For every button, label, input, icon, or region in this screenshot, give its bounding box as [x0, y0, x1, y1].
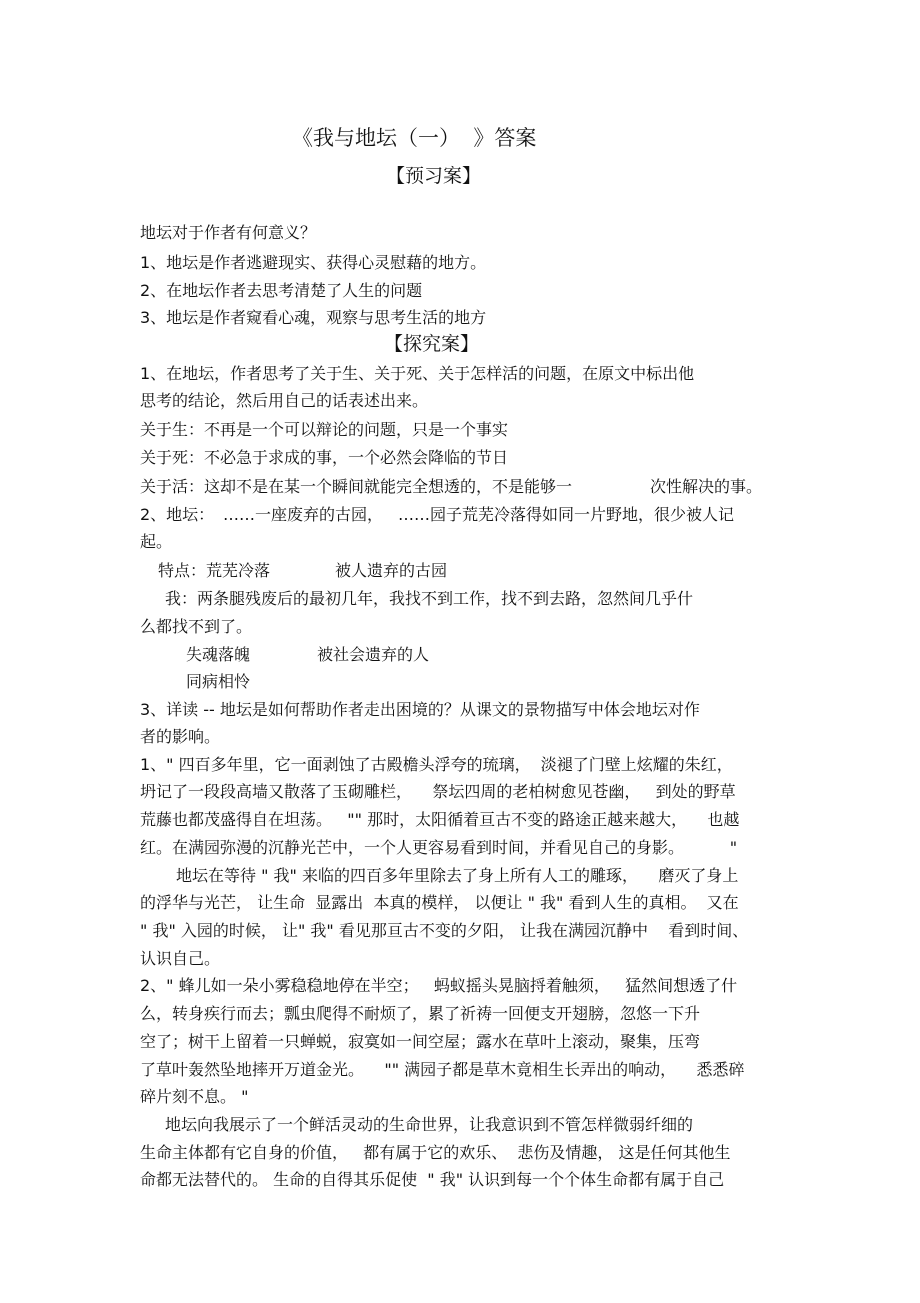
me-line-1: 我：两条腿残废后的最初几年，我找不到工作，找不到去路，忽然间几乎什: [165, 589, 694, 608]
explanation-1-line-1: 地坛在等待 " 我" 来临的四百多年里除去了身上所有人工的雕琢， 磨灭了身上: [176, 866, 739, 885]
explore-question-2-quote-1: ……一座废弃的古园，: [223, 505, 384, 524]
feature-value: 被人遗弃的古园: [335, 561, 448, 580]
answer-about-living-part-2: 次性解决的事。: [650, 477, 763, 496]
passage-2-line-3: 空了；树干上留着一只蝉蜕，寂寞如一间空屋；露水在草叶上滚动，聚集，压弯: [140, 1032, 701, 1051]
section-heading-explore: 【探究案】: [384, 333, 480, 355]
passage-2-line-5: 碎片刻不息。 ": [140, 1087, 249, 1106]
explanation-1-line-4: 认识自己。: [140, 949, 221, 968]
answer-about-death: 关于死：不必急于求成的事，一个必然会降临的节日: [140, 448, 509, 467]
explore-question-1-line-1: 1、在地坛，作者思考了关于生、关于死、关于怎样活的问题，在原文中标出他: [140, 364, 695, 383]
answer-about-life: 关于生：不再是一个可以辩论的问题，只是一个事实: [140, 420, 509, 439]
answer-about-living-part-1: 关于活：这却不是在某一个瞬间就能完全想透的，不是能够一: [140, 477, 573, 496]
feature-label: 特点：荒芜冷落: [158, 561, 271, 580]
section-heading-preview: 【预习案】: [386, 165, 482, 187]
abandoned-person: 被社会遗弃的人: [317, 645, 430, 664]
preview-answer-3: 3、地坛是作者窥看心魂，观察与思考生活的地方: [140, 308, 487, 327]
document-title: 《我与地坛（一） 》答案: [292, 126, 537, 150]
explore-question-2-label: 2、地坛：: [140, 505, 215, 524]
preview-answer-2: 2、在地坛作者去思考清楚了人生的问题: [140, 281, 423, 300]
explanation-2-line-1: 地坛向我展示了一个鲜活灵动的生命世界，让我意识到不管怎样微弱纤细的: [165, 1115, 694, 1134]
passage-2-line-1: 2、" 蜂儿如一朵小雾稳稳地停在半空； 蚂蚁摇头晃脑捋着触须， 猛然间想透了什: [140, 976, 738, 995]
explore-question-2-quote-2: ……园子荒芜冷落得如同一片野地，很少被人记: [398, 505, 735, 524]
passage-1-line-2: 坍记了一段段高墙又散落了玉砌雕栏， 祭坛四周的老柏树愈见苍幽， 到处的野草: [140, 782, 736, 801]
explore-question-3-line-1: 3、详读 -- 地坛是如何帮助作者走出困境的？从课文的景物描写中体会地坛对作: [140, 700, 700, 719]
lost-soul: 失魂落魄: [186, 645, 251, 664]
passage-2-line-2: 么，转身疾行而去；瓢虫爬得不耐烦了，累了祈祷一回便支开翅膀，忽悠一下升: [140, 1004, 701, 1023]
sympathy: 同病相怜: [186, 672, 251, 691]
explanation-1-line-2: 的浮华与光芒， 让生命 显露出 本真的模样， 以便让 " 我" 看到人生的真相。 又在: [140, 893, 739, 912]
preview-question: 地坛对于作者有何意义？: [140, 223, 317, 242]
explanation-2-line-3: 命都无法替代的。 生命的自得其乐促使 " 我" 认识到每一个个体生命都有属于自己: [140, 1170, 725, 1189]
preview-answer-1: 1、地坛是作者逃避现实、获得心灵慰藉的地方。: [140, 253, 487, 272]
passage-2-line-4: 了草叶轰然坠地摔开万道金光。 "" 满园子都是草木竟相生长弄出的响动， 悉悉碎: [140, 1060, 745, 1079]
explore-question-2-line-2: 起。: [140, 532, 173, 551]
explore-question-1-line-2: 思考的结论，然后用自己的话表述出来。: [140, 391, 429, 410]
explanation-2-line-2: 生命主体都有它自身的价值， 都有属于它的欢乐、 悲伤及情趣， 这是任何其他生: [140, 1143, 731, 1162]
passage-1-line-4: 红。在满园弥漫的沉静光芒中，一个人更容易看到时间，并看见自己的身影。 ": [140, 838, 738, 857]
explanation-1-line-3: " 我" 入园的时候， 让" 我" 看见那亘古不变的夕阳， 让我在满园沉静中 看到时间、: [140, 921, 749, 940]
passage-1-line-1: 1、" 四百多年里，它一面剥蚀了古殿檐头浮夸的琉璃， 淡褪了门壁上炫耀的朱红，: [140, 755, 733, 774]
me-line-2: 么都找不到了。: [140, 617, 253, 636]
explore-question-3-line-2: 者的影响。: [140, 727, 221, 746]
passage-1-line-3: 荒藤也都茂盛得自在坦荡。 "" 那时，太阳循着亘古不变的路途正越来越大， 也越: [140, 810, 740, 829]
